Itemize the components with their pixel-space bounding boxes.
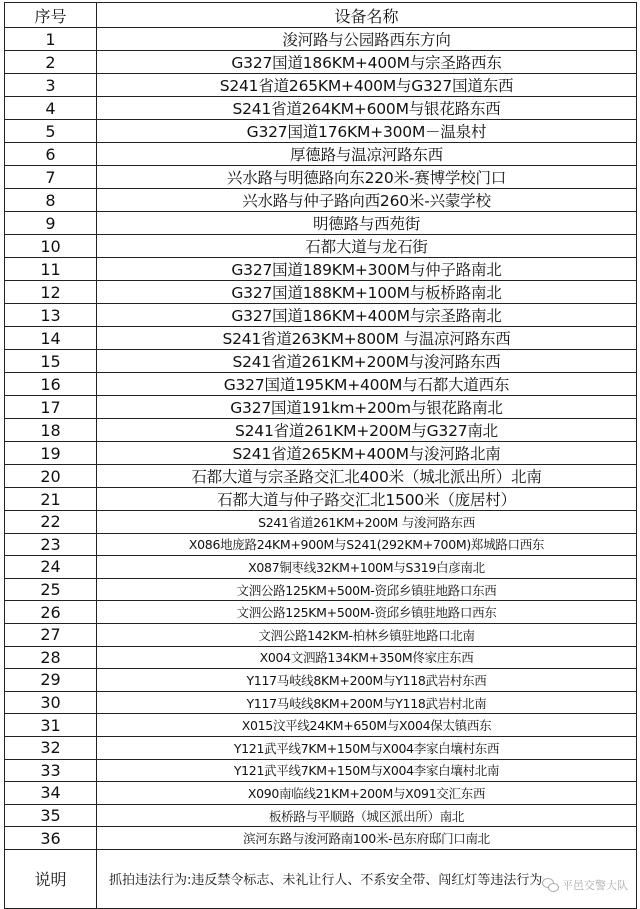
- row-serial-number: 8: [5, 189, 97, 212]
- table-row: [5, 714, 637, 737]
- row-device-name: 石都大道与宗圣路交汇北400米（城北派出所）北南: [97, 465, 637, 488]
- table-row: [5, 373, 637, 396]
- table-row: [5, 166, 637, 189]
- row-device-name: X090南临线21KM+200M与X091交汇东西: [97, 782, 637, 805]
- table-row: [5, 258, 637, 281]
- table-row: [5, 51, 637, 74]
- table-row: [5, 442, 637, 465]
- table-row: [5, 533, 637, 556]
- row-serial-number: 15: [5, 350, 97, 373]
- row-device-name: Y121武平线7KM+150M与X004李家白壤村东西: [97, 736, 637, 759]
- row-serial-number: 30: [5, 691, 97, 714]
- row-device-name: S241省道265KM+400M与G327国道东西: [97, 74, 637, 97]
- header-serial-number: 序号: [5, 3, 97, 28]
- table-row: [5, 827, 637, 850]
- row-device-name: S241省道261KM+200M与G327南北: [97, 419, 637, 442]
- row-device-name: G327国道186KM+400M与宗圣路西东: [97, 51, 637, 74]
- table-row: [5, 736, 637, 759]
- row-device-name: X004文泗路134KM+350M佟家庄东西: [97, 646, 637, 669]
- row-serial-number: 25: [5, 578, 97, 601]
- row-device-name: S241省道261KM+200M 与浚河路东西: [97, 511, 637, 534]
- table-row: [5, 488, 637, 511]
- table-row: [5, 212, 637, 235]
- row-device-name: Y121武平线7KM+150M与X004李家白壤村北南: [97, 759, 637, 782]
- row-serial-number: 14: [5, 327, 97, 350]
- table-row: [5, 235, 637, 258]
- row-serial-number: 21: [5, 488, 97, 511]
- table-row: [5, 120, 637, 143]
- table-row: [5, 691, 637, 714]
- table-row: [5, 623, 637, 646]
- header-device-name: 设备名称: [97, 3, 637, 28]
- table-row: [5, 804, 637, 827]
- row-device-name: 明德路与西苑街: [97, 212, 637, 235]
- row-device-name: G327国道188KM+100M与板桥路南北: [97, 281, 637, 304]
- row-serial-number: 3: [5, 74, 97, 97]
- row-serial-number: 35: [5, 804, 97, 827]
- table-row: [5, 601, 637, 624]
- row-device-name: 滨河东路与浚河路南100米-邑东府邸门口南北: [97, 827, 637, 850]
- row-serial-number: 4: [5, 97, 97, 120]
- table-row: [5, 327, 637, 350]
- row-serial-number: 20: [5, 465, 97, 488]
- note-label: 说明: [5, 849, 97, 908]
- row-serial-number: 1: [5, 28, 97, 51]
- row-serial-number: 24: [5, 556, 97, 579]
- row-device-name: 板桥路与平顺路（城区派出所）南北: [97, 804, 637, 827]
- row-serial-number: 18: [5, 419, 97, 442]
- row-serial-number: 28: [5, 646, 97, 669]
- row-device-name: 兴水路与明德路向东220米-赛博学校门口: [97, 166, 637, 189]
- row-serial-number: 19: [5, 442, 97, 465]
- row-serial-number: 23: [5, 533, 97, 556]
- row-serial-number: 5: [5, 120, 97, 143]
- table-row: [5, 281, 637, 304]
- row-device-name: X087铜枣线32KM+100M与S319白彦南北: [97, 556, 637, 579]
- device-list-sheet: [4, 2, 636, 909]
- row-device-name: 文泗公路142KM-柏林乡镇驻地路口北南: [97, 623, 637, 646]
- row-device-name: Y117马岐线8KM+200M与Y118武岩村北南: [97, 691, 637, 714]
- row-serial-number: 36: [5, 827, 97, 850]
- row-serial-number: 27: [5, 623, 97, 646]
- row-serial-number: 2: [5, 51, 97, 74]
- table-row: [5, 74, 637, 97]
- row-device-name: G327国道176KM+300M－温泉村: [97, 120, 637, 143]
- table-row: [5, 97, 637, 120]
- row-serial-number: 6: [5, 143, 97, 166]
- row-device-name: G327国道191km+200m与银花路南北: [97, 396, 637, 419]
- table-row: [5, 556, 637, 579]
- table-row: [5, 465, 637, 488]
- row-device-name: 浚河路与公园路西东方向: [97, 28, 637, 51]
- row-device-name: S241省道264KM+600M与银花路东西: [97, 97, 637, 120]
- row-serial-number: 26: [5, 601, 97, 624]
- row-serial-number: 12: [5, 281, 97, 304]
- table-row: [5, 419, 637, 442]
- row-serial-number: 29: [5, 669, 97, 692]
- row-serial-number: 22: [5, 511, 97, 534]
- table-row: [5, 143, 637, 166]
- row-device-name: X086地庞路24KM+900M与S241(292KM+700M)郑城路口西东: [97, 533, 637, 556]
- row-device-name: Y117马岐线8KM+200M与Y118武岩村东西: [97, 669, 637, 692]
- row-device-name: 兴水路与仲子路向西260米-兴蒙学校: [97, 189, 637, 212]
- table-header-row: [5, 3, 637, 28]
- row-serial-number: 34: [5, 782, 97, 805]
- table-row: [5, 511, 637, 534]
- row-serial-number: 7: [5, 166, 97, 189]
- row-serial-number: 13: [5, 304, 97, 327]
- row-serial-number: 33: [5, 759, 97, 782]
- table-row: [5, 28, 637, 51]
- table-row: [5, 578, 637, 601]
- table-row: [5, 396, 637, 419]
- table-row: [5, 669, 637, 692]
- row-device-name: 文泗公路125KM+500M-资邱乡镇驻地路口东西: [97, 578, 637, 601]
- row-device-name: 厚德路与温凉河路东西: [97, 143, 637, 166]
- row-device-name: G327国道195KM+400M与石都大道西东: [97, 373, 637, 396]
- row-serial-number: 10: [5, 235, 97, 258]
- row-serial-number: 31: [5, 714, 97, 737]
- table-row: [5, 304, 637, 327]
- row-device-name: X015汶平线24KM+650M与X004保太镇西东: [97, 714, 637, 737]
- wechat-icon: [542, 878, 558, 892]
- row-serial-number: 11: [5, 258, 97, 281]
- note-text: 抓拍违法行为:违反禁令标志、未礼让行人、不系安全带、闯红灯等违法行为: [97, 849, 637, 908]
- device-table: [4, 2, 637, 909]
- wechat-watermark: [542, 877, 628, 893]
- row-device-name: S241省道263KM+800M 与温凉河路东西: [97, 327, 637, 350]
- watermark-text: 平邑交警大队: [562, 878, 628, 892]
- table-row: [5, 782, 637, 805]
- row-serial-number: 32: [5, 736, 97, 759]
- row-device-name: G327国道186KM+400M与宗圣路南北: [97, 304, 637, 327]
- row-serial-number: 9: [5, 212, 97, 235]
- table-row: [5, 350, 637, 373]
- row-serial-number: 16: [5, 373, 97, 396]
- table-row: [5, 646, 637, 669]
- row-device-name: 文泗公路125KM+500M-资邱乡镇驻地路口西东: [97, 601, 637, 624]
- row-device-name: 石都大道与仲子路交汇北1500米（庞居村）: [97, 488, 637, 511]
- row-serial-number: 17: [5, 396, 97, 419]
- row-device-name: S241省道265KM+400M与浚河路北南: [97, 442, 637, 465]
- row-device-name: G327国道189KM+300M与仲子路南北: [97, 258, 637, 281]
- row-device-name: 石都大道与龙石街: [97, 235, 637, 258]
- table-row: [5, 759, 637, 782]
- table-row: [5, 189, 637, 212]
- row-device-name: S241省道261KM+200M与浚河路东西: [97, 350, 637, 373]
